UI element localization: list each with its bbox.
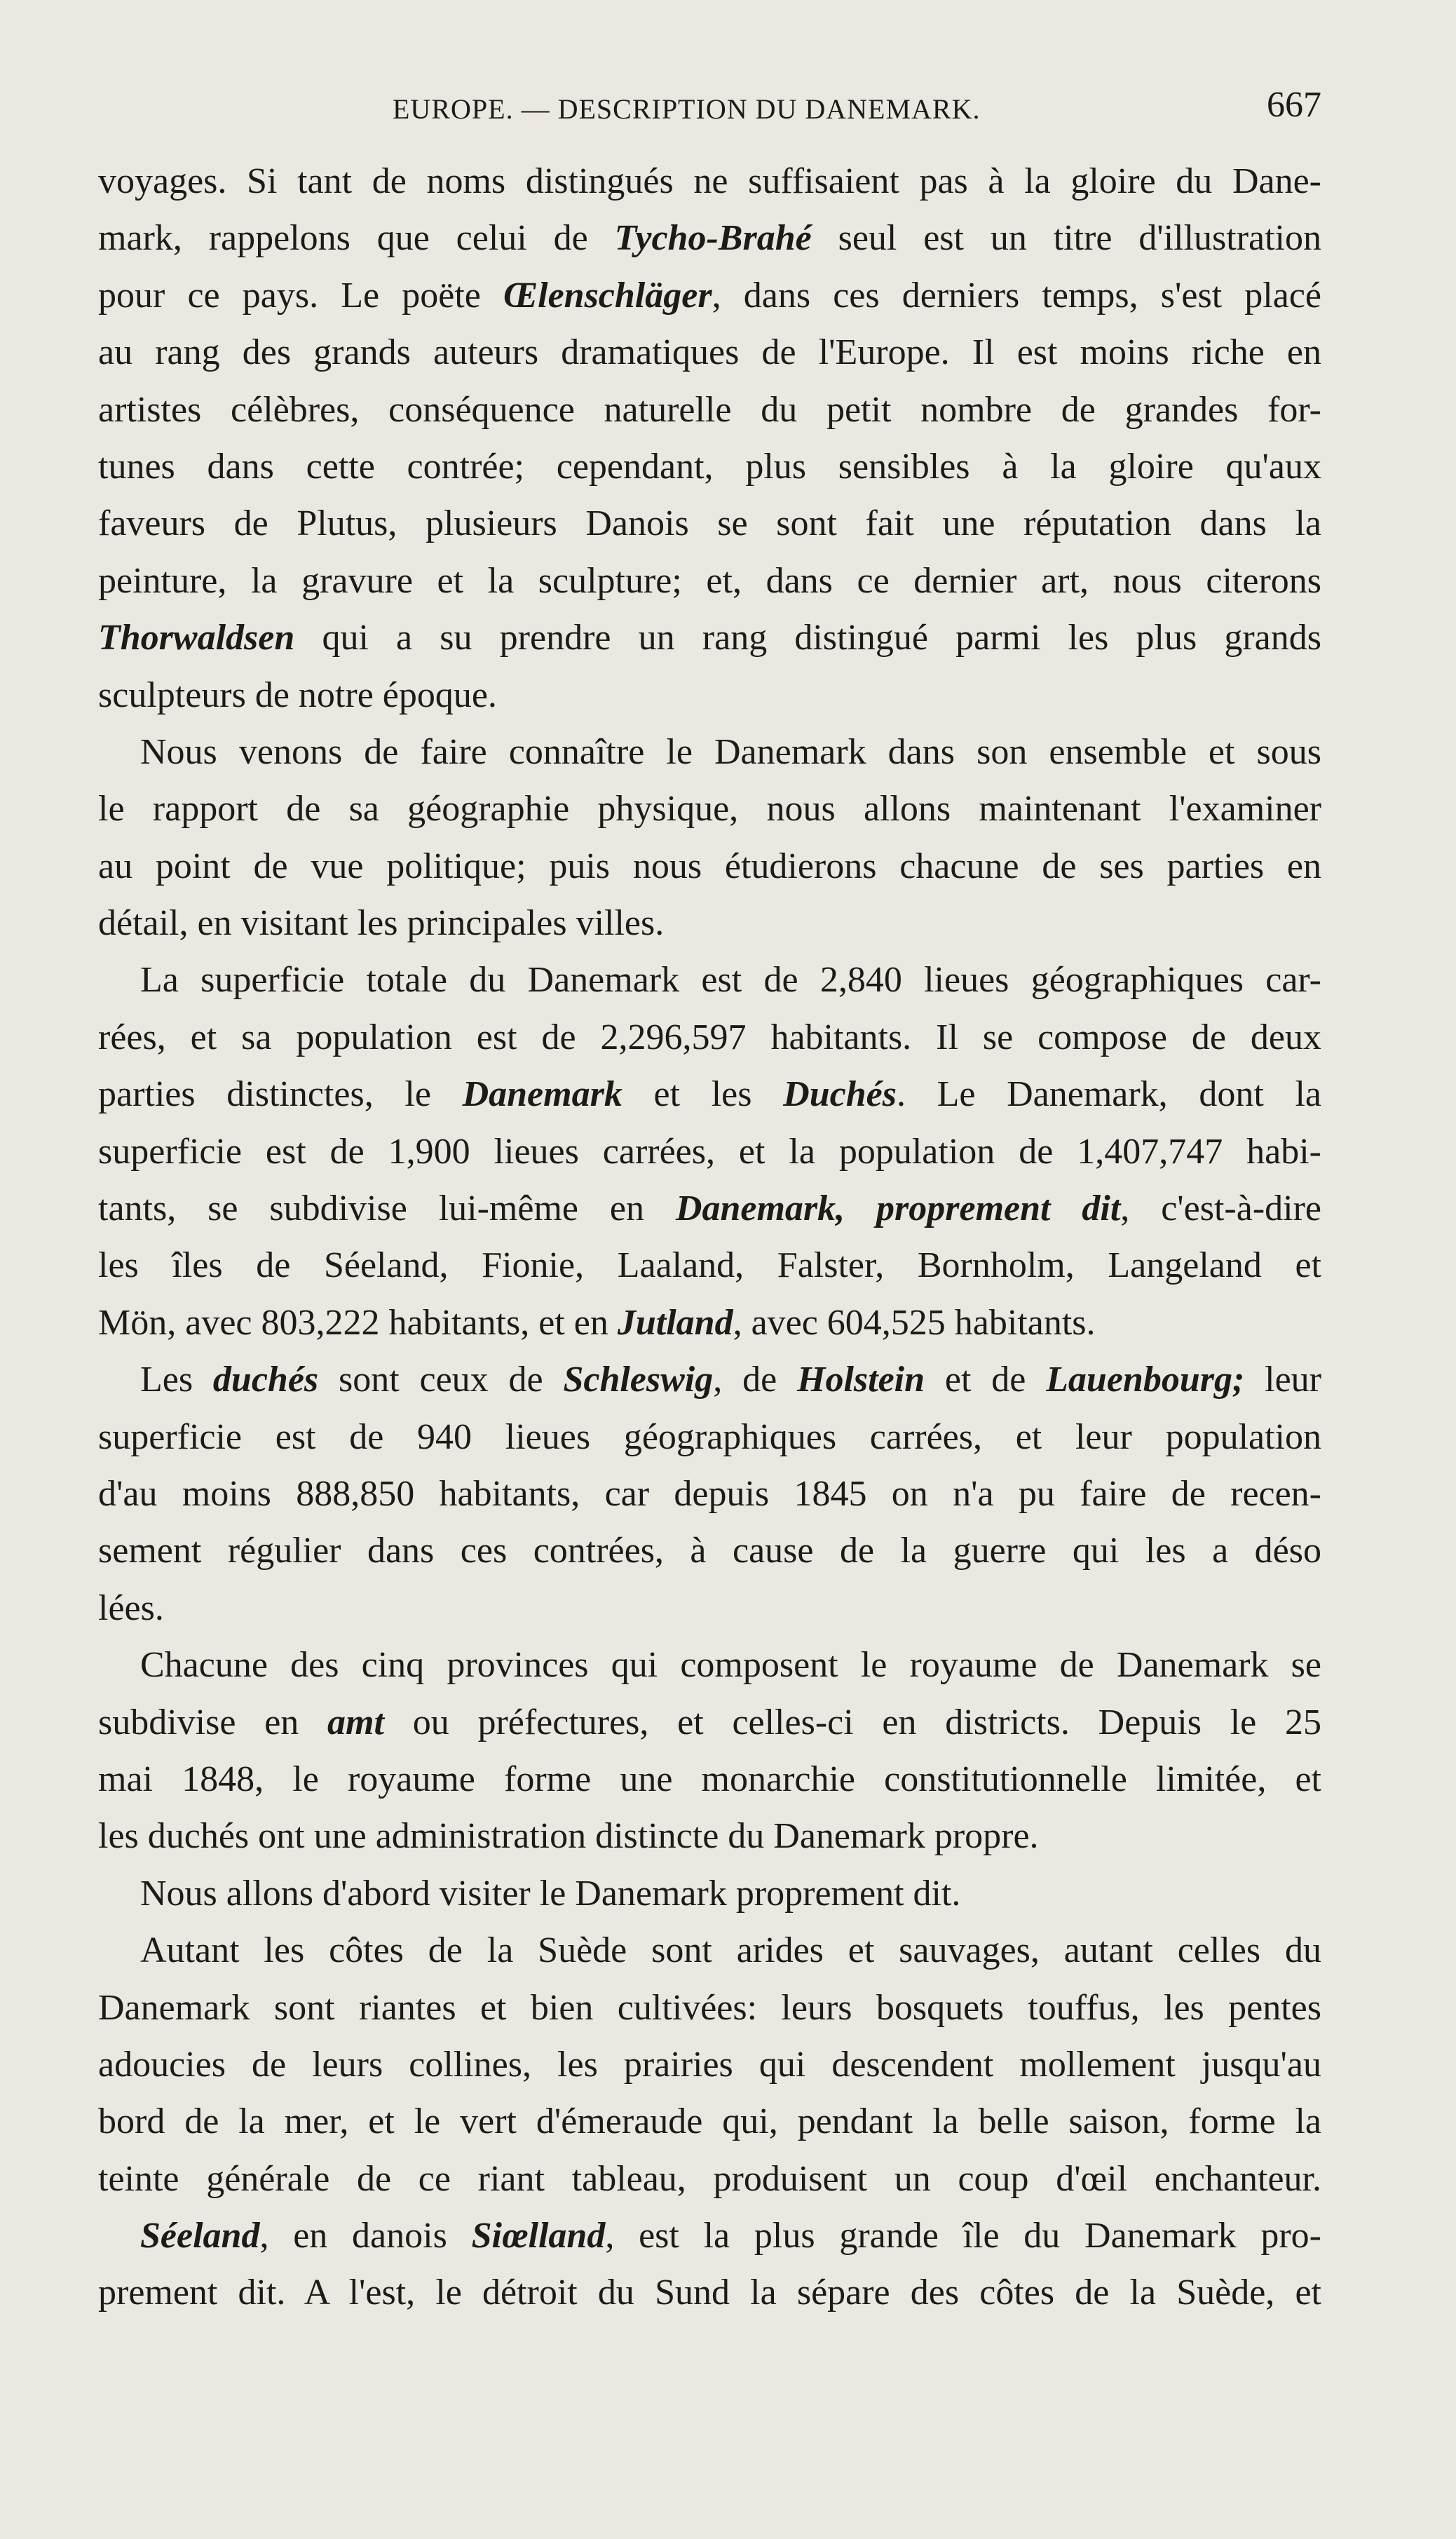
text-span: et de	[925, 1360, 1047, 1400]
text-span: d'au moins 888,850 habitants, car depuis 1845 on n'a pu faire de recen-	[98, 1473, 1321, 1514]
text-span: mai 1848, le royaume forme une monarchie constitutionnelle limitée, et	[98, 1759, 1321, 1799]
text-span: tants, se subdivise lui-même en	[98, 1189, 676, 1229]
text-span: Autant les côtes de la Suède sont arides et sauvages, autant celles du	[140, 1930, 1321, 1971]
text-span: sculpteurs de notre époque.	[98, 675, 497, 715]
text-span: prement dit. A l'est, le détroit du Sund la sépare des côtes de la Suède, et	[98, 2273, 1321, 2313]
text-span: les duchés ont une administration distincte du Danemark propre.	[98, 1816, 1039, 1857]
text-line	[98, 1066, 1321, 1123]
text-span: , avec 604,525 habitants.	[733, 1302, 1096, 1343]
text-span: lées.	[98, 1587, 164, 1628]
text-line	[98, 1294, 1321, 1351]
italic-name: Danemark, proprement dit	[675, 1189, 1121, 1229]
text-span: Nous venons de faire connaître le Danemark dans son ensemble et sous	[140, 731, 1321, 772]
text-span: ou préfectures, et celles-ci en districts. Depuis le 25	[383, 1702, 1322, 1742]
text-span: pour ce pays. Le poëte	[98, 275, 504, 316]
text-span: au rang des grands auteurs dramatiques de l'Europe. Il est moins riche en	[98, 332, 1321, 373]
text-span: détail, en visitant les principales villes.	[98, 903, 665, 944]
text-line	[98, 1979, 1321, 2036]
text-line	[98, 1808, 1321, 1864]
text-line	[98, 1180, 1321, 1237]
italic-name: Œlenschläger	[503, 275, 712, 316]
text-span: , en danois	[259, 2216, 472, 2256]
text-line	[98, 267, 1321, 324]
text-span: , de	[713, 1360, 798, 1400]
text-span: artistes célèbres, conséquence naturelle du petit nombre de grandes for-	[98, 389, 1321, 430]
page-header	[98, 85, 1321, 135]
text-line	[98, 153, 1321, 210]
text-line	[98, 667, 1321, 724]
italic-name: Siœlland	[471, 2216, 606, 2256]
text-line	[98, 1922, 1321, 1979]
italic-name: Danemark	[462, 1074, 622, 1115]
text-line	[98, 1123, 1321, 1180]
text-span: faveurs de Plutus, plusieurs Danois se sont fait une réputation dans la	[98, 503, 1321, 544]
text-line	[98, 438, 1321, 495]
text-line	[98, 1637, 1321, 1693]
text-line	[98, 1465, 1321, 1522]
text-line	[98, 1751, 1321, 1808]
text-span: et les	[622, 1074, 784, 1115]
text-span: seul est un titre d'illustration	[811, 218, 1322, 259]
text-span: sont ceux de	[318, 1360, 564, 1400]
text-span: le rapport de sa géographie physique, nous allons maintenant l'examiner	[98, 789, 1321, 830]
text-line	[98, 780, 1321, 837]
text-line	[98, 1522, 1321, 1579]
text-span: Nous allons d'abord visiter le Danemark proprement dit.	[140, 1873, 961, 1914]
text-span: au point de vue politique; puis nous étudierons chacune de ses parties en	[98, 846, 1321, 886]
text-span: Chacune des cinq provinces qui composent le royaume de Danemark se	[140, 1645, 1321, 1686]
text-line	[98, 1865, 1321, 1922]
text-line	[98, 210, 1321, 266]
text-line	[98, 895, 1321, 952]
page-number: 667	[1267, 85, 1321, 125]
italic-name: Thorwaldsen	[98, 618, 295, 658]
italic-name: Duchés	[783, 1074, 897, 1115]
text-line	[98, 381, 1321, 438]
text-span: Les	[140, 1360, 213, 1400]
text-span: La superficie totale du Danemark est de 2,840 lieues géographiques car-	[140, 960, 1321, 1001]
text-span: peinture, la gravure et la sculpture; et, dans ce dernier art, nous citerons	[98, 560, 1321, 601]
text-line	[98, 838, 1321, 895]
text-span: les îles de Séeland, Fionie, Laaland, Falster, Bornholm, Langeland et	[98, 1245, 1321, 1286]
text-line	[98, 609, 1321, 666]
text-line	[98, 952, 1321, 1008]
text-line	[98, 324, 1321, 381]
text-line	[98, 1694, 1321, 1751]
italic-name: Tycho-Brahé	[614, 218, 812, 259]
italic-name: amt	[327, 1702, 384, 1742]
text-span: tunes dans cette contrée; cependant, plus sensibles à la gloire qu'aux	[98, 446, 1321, 487]
text-span: . Le Danemark, dont la	[896, 1074, 1321, 1115]
text-span: voyages. Si tant de noms distingués ne suffisaient pas à la gloire du Dane-	[98, 161, 1321, 201]
text-line	[98, 1237, 1321, 1294]
text-span: rées, et sa population est de 2,296,597 habitants. Il se compose de deux	[98, 1017, 1321, 1057]
text-span: bord de la mer, et le vert d'émeraude qui, pendant la belle saison, forme la	[98, 2101, 1321, 2142]
italic-name: Holstein	[797, 1360, 925, 1400]
text-line	[98, 1351, 1321, 1408]
text-span: parties distinctes, le	[98, 1074, 463, 1115]
text-line	[98, 2036, 1321, 2093]
text-line	[98, 1409, 1321, 1465]
page-body-text	[98, 153, 1321, 2322]
text-span: mark, rappelons que celui de	[98, 218, 615, 259]
text-line	[98, 2151, 1321, 2207]
text-span: , dans ces derniers temps, s'est placé	[712, 275, 1321, 316]
text-line	[98, 1580, 1321, 1637]
italic-name: Lauenbourg;	[1046, 1360, 1245, 1400]
text-line	[98, 2264, 1321, 2321]
text-span: Mön, avec 803,222 habitants, et en	[98, 1302, 618, 1343]
text-span: sement régulier dans ces contrées, à cause de la guerre qui les a déso	[98, 1531, 1321, 1571]
text-span: Danemark sont riantes et bien cultivées: leurs bosquets touffus, les pentes	[98, 1987, 1321, 2028]
running-head: EUROPE. — DESCRIPTION DU DANEMARK.	[393, 93, 981, 125]
text-span: leur	[1244, 1360, 1321, 1400]
text-span: subdivise en	[98, 1702, 328, 1742]
text-span: , c'est-à-dire	[1120, 1189, 1321, 1229]
text-line	[98, 2207, 1321, 2264]
text-line	[98, 553, 1321, 609]
text-span: teinte générale de ce riant tableau, produisent un coup d'œil enchanteur.	[98, 2158, 1321, 2199]
italic-name: duchés	[212, 1360, 319, 1400]
italic-name: Jutland	[617, 1302, 733, 1343]
text-line	[98, 1009, 1321, 1066]
text-span: superficie est de 1,900 lieues carrées, et la population de 1,407,747 habi-	[98, 1131, 1321, 1172]
text-span: superficie est de 940 lieues géographiques carrées, et leur population	[98, 1416, 1321, 1457]
italic-name: Schleswig	[563, 1360, 714, 1400]
text-span: , est la plus grande île du Danemark pro-	[605, 2216, 1321, 2256]
text-line	[98, 495, 1321, 552]
italic-name: Séeland	[140, 2216, 260, 2256]
text-span: qui a su prendre un rang distingué parmi les plus grands	[294, 618, 1321, 658]
text-line	[98, 2093, 1321, 2150]
text-span: adoucies de leurs collines, les prairies qui descendent mollement jusqu'au	[98, 2044, 1321, 2085]
text-line	[98, 724, 1321, 780]
